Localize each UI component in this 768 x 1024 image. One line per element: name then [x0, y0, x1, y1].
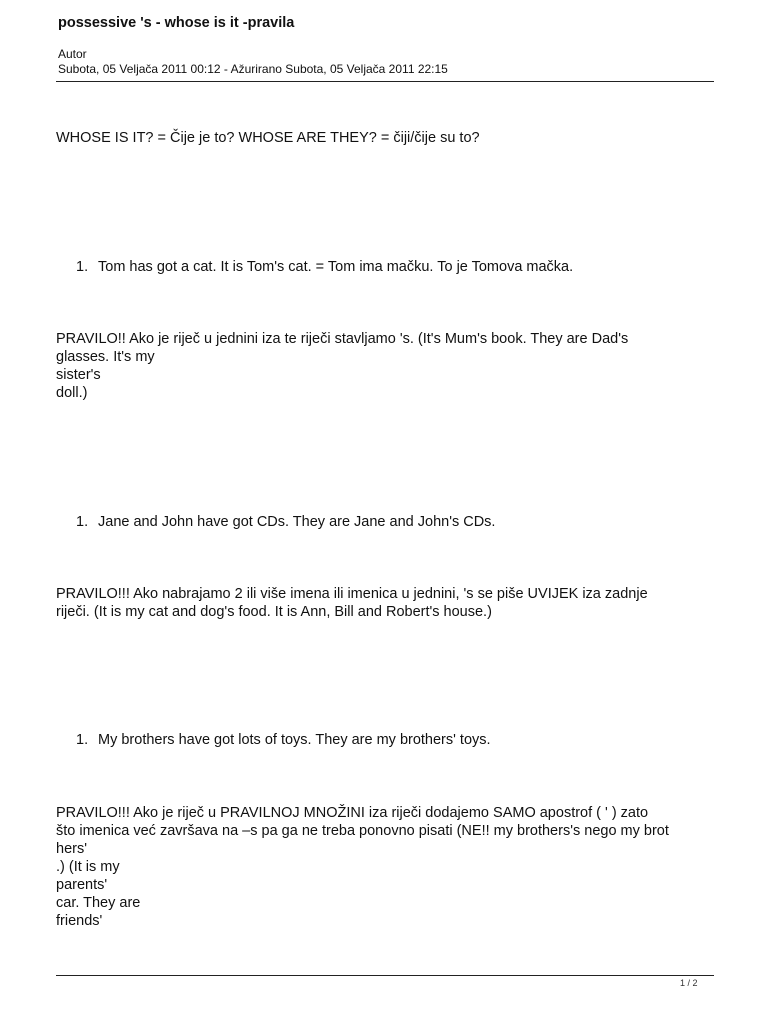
list-item-3: [76, 731, 491, 749]
rule-paragraph-3: [56, 804, 669, 930]
list-item-number: 1.: [76, 732, 89, 748]
rule-line: glasses. It's my: [56, 349, 155, 365]
rule-line: PRAVILO!! Ako je riječ u jednini iza te riječi stavljamo 's. (It's Mum's book. They are Dad's: [56, 331, 629, 347]
author-label: Autor: [58, 47, 87, 61]
rule-paragraph-2: [56, 585, 648, 621]
header-divider: [56, 81, 714, 82]
list-item-2: [76, 513, 495, 531]
rule-line: sister's: [56, 367, 101, 383]
rule-line: PRAVILO!!! Ako je riječ u PRAVILNOJ MNOŽINI iza riječi dodajemo SAMO apostrof ( ' ) zato: [56, 805, 649, 821]
rule-line: doll.): [56, 385, 88, 401]
rule-paragraph-1: [56, 330, 628, 402]
rule-line: car. They are: [56, 895, 141, 911]
footer-divider: [56, 975, 714, 976]
list-item-number: 1.: [76, 259, 89, 275]
rule-line: riječi. (It is my cat and dog's food. It is Ann, Bill and Robert's house.): [56, 604, 492, 620]
rule-line: friends': [56, 913, 103, 929]
list-item-1: [76, 258, 573, 276]
rule-line: hers': [56, 841, 87, 857]
list-item-text: Jane and John have got CDs. They are Jane and John's CDs.: [98, 514, 496, 530]
intro-line: WHOSE IS IT? = Čije je to? WHOSE ARE THEY? = čiji/čije su to?: [56, 130, 480, 146]
rule-line: parents': [56, 877, 108, 893]
list-item-number: 1.: [76, 514, 89, 530]
page-number: 1 / 2: [680, 978, 698, 988]
list-item-text: My brothers have got lots of toys. They are my brothers' toys.: [98, 732, 491, 748]
list-item-text: Tom has got a cat. It is Tom's cat. = Tom ima mačku. To je Tomova mačka.: [98, 259, 574, 275]
document-title: possessive 's - whose is it -pravila: [58, 15, 295, 31]
rule-line: .) (It is my: [56, 859, 120, 875]
rule-line: PRAVILO!!! Ako nabrajamo 2 ili više imena ili imenica u jednini, 's se piše UVIJEK iza zadnje: [56, 586, 648, 602]
document-dates: Subota, 05 Veljača 2011 00:12 - Ažurirano Subota, 05 Veljača 2011 22:15: [58, 62, 448, 76]
rule-line: što imenica već završava na –s pa ga ne treba ponovno pisati (NE!! my brothers's nego my brot: [56, 823, 669, 839]
document-meta: [58, 47, 448, 77]
